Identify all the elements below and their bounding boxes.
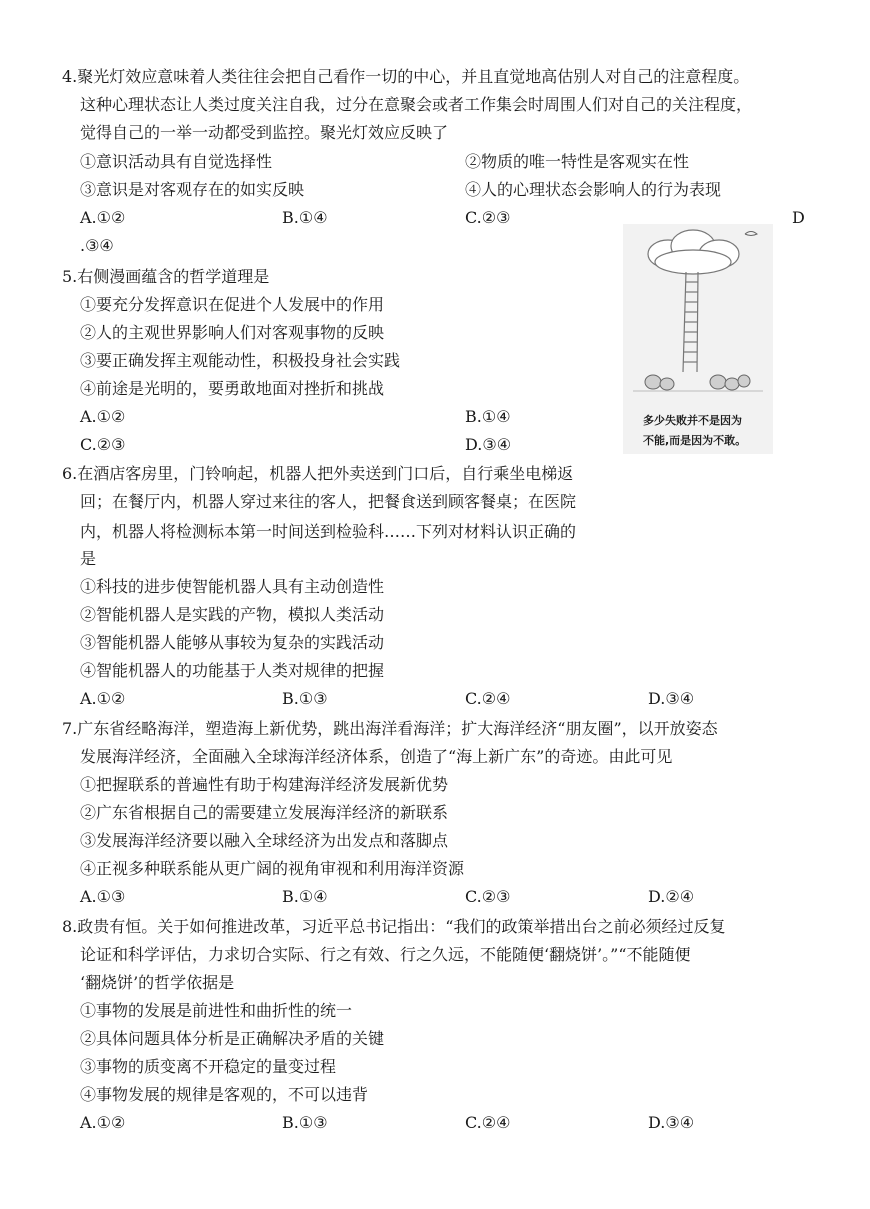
- q4-option-b: B.①④: [282, 208, 328, 227]
- q6-item: ①科技的进步使智能机器人具有主动创造性: [80, 577, 385, 596]
- q6-item: ②智能机器人是实践的产物，模拟人类活动: [80, 605, 385, 624]
- q5-option-b: B.①④: [465, 407, 511, 426]
- cartoon-caption-line: 多少失败并不是因为: [643, 414, 742, 427]
- q7-item: ②广东省根据自己的需要建立发展海洋经济的新联系: [80, 803, 449, 822]
- q6-stem-line: 内，机器人将检测标本第一时间送到检验科……下列对材料认识正确的: [80, 522, 577, 541]
- q7-item: ③发展海洋经济要以融入全球经济为出发点和落脚点: [80, 831, 449, 850]
- q4-item: ②物质的唯一特性是客观实在性: [465, 152, 690, 171]
- q7-stem-line: 7.广东省经略海洋，塑造海上新优势，跳出海洋看海洋；扩大海洋经济“朋友圈”，以开放姿态: [62, 719, 718, 738]
- q7-option-b: B.①④: [282, 887, 328, 906]
- q4-item: ③意识是对客观存在的如实反映: [80, 180, 305, 199]
- q7-item: ④正视多种联系能从更广阔的视角审视和利用海洋资源: [80, 859, 465, 878]
- q5-item: ②人的主观世界影响人们对客观事物的反映: [80, 323, 385, 342]
- q6-option-d: D.③④: [648, 689, 695, 708]
- q5-item: ④前途是光明的，要勇敢地面对挫折和挑战: [80, 379, 385, 398]
- q4-option-a: A.①②: [80, 208, 126, 227]
- q5-item: ③要正确发挥主观能动性，积极投身社会实践: [80, 351, 401, 370]
- q7-option-c: C.②③: [465, 887, 511, 906]
- q8-option-d: D.③④: [648, 1113, 695, 1132]
- q5-option-a: A.①②: [80, 407, 126, 426]
- q4-item: ④人的心理状态会影响人的行为表现: [465, 180, 722, 199]
- q4-option-d-letter: D: [792, 208, 805, 227]
- q7-option-a: A.①③: [80, 887, 126, 906]
- q5-option-c: C.②③: [80, 435, 126, 454]
- cartoon-caption-line: 不能,而是因为不敢。: [643, 434, 747, 447]
- cloud-ladder-illustration: [623, 224, 773, 404]
- q8-option-b: B.①③: [282, 1113, 328, 1132]
- q4-stem-line: 4.聚光灯效应意味着人类往往会把自己看作一切的中心，并且直觉地高估别人对自己的注意程度。: [62, 67, 750, 86]
- q4-option-d-text: .③④: [80, 236, 114, 255]
- q7-stem-line: 发展海洋经济，全面融入全球海洋经济体系，创造了“海上新广东”的奇迹。由此可见: [80, 747, 673, 766]
- q5-item: ①要充分发挥意识在促进个人发展中的作用: [80, 295, 385, 314]
- q8-stem-line: 论证和科学评估，力求切合实际、行之有效、行之久远，不能随便‘翻烧饼’。”“不能随便: [80, 945, 691, 964]
- q8-option-c: C.②④: [465, 1113, 511, 1132]
- q8-stem-line: ‘翻烧饼’的哲学依据是: [80, 973, 235, 992]
- q4-stem-line: 觉得自己的一举一动都受到监控。聚光灯效应反映了: [80, 123, 449, 142]
- q6-option-b: B.①③: [282, 689, 328, 708]
- q8-stem-line: 8.政贵有恒。关于如何推进改革，习近平总书记指出：“我们的政策举措出台之前必须经过反复: [62, 917, 726, 936]
- q6-stem-line: 是: [80, 549, 97, 568]
- q4-item: ①意识活动具有自觉选择性: [80, 152, 273, 171]
- q8-option-a: A.①②: [80, 1113, 126, 1132]
- q6-item: ③智能机器人能够从事较为复杂的实践活动: [80, 633, 385, 652]
- q6-stem-line: 6.在酒店客房里，门铃响起，机器人把外卖送到门口后，自行乘坐电梯返: [62, 464, 574, 483]
- q7-option-d: D.②④: [648, 887, 695, 906]
- q8-item: ③事物的质变离不开稳定的量变过程: [80, 1057, 337, 1076]
- q5-option-d: D.③④: [465, 435, 512, 454]
- q5-stem: 5.右侧漫画蕴含的哲学道理是: [62, 267, 270, 286]
- q4-option-c: C.②③: [465, 208, 511, 227]
- q6-stem-line: 回；在餐厅内，机器人穿过来往的客人，把餐食送到顾客餐桌；在医院: [80, 492, 577, 511]
- q8-item: ②具体问题具体分析是正确解决矛盾的关键: [80, 1029, 385, 1048]
- q8-item: ④事物发展的规律是客观的，不可以违背: [80, 1085, 369, 1104]
- cartoon-image: [623, 224, 773, 454]
- q6-item: ④智能机器人的功能基于人类对规律的把握: [80, 661, 385, 680]
- q8-item: ①事物的发展是前进性和曲折性的统一: [80, 1001, 353, 1020]
- q6-option-c: C.②④: [465, 689, 511, 708]
- q6-option-a: A.①②: [80, 689, 126, 708]
- q4-stem-line: 这种心理状态让人类过度关注自我，过分在意聚会或者工作集会时周围人们对自己的关注程度，: [80, 95, 753, 114]
- q7-item: ①把握联系的普遍性有助于构建海洋经济发展新优势: [80, 775, 449, 794]
